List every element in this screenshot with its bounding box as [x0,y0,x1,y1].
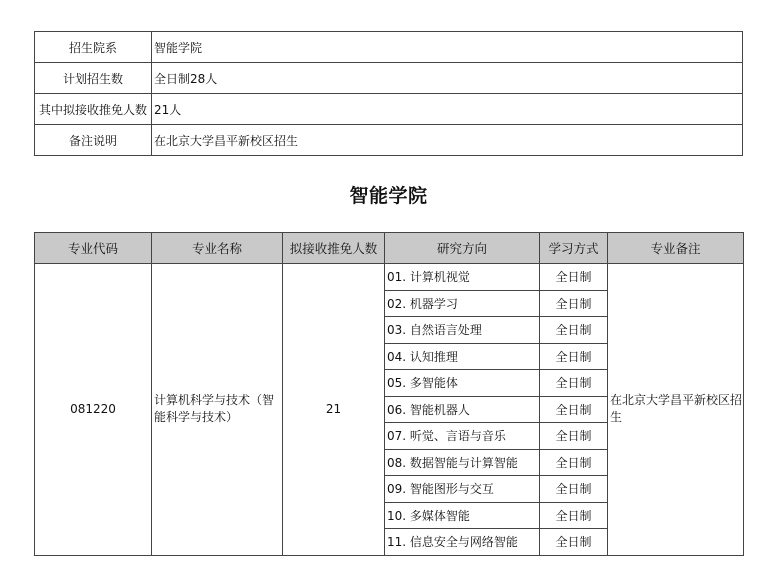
program-table [34,232,744,556]
info-label: 其中拟接收推免人数 [35,94,152,125]
mode-cell: 全日制 [540,529,608,556]
direction-cell: 06. 智能机器人 [385,396,540,423]
mode-cell: 全日制 [540,423,608,450]
mode-cell: 全日制 [540,502,608,529]
mode-cell: 全日制 [540,264,608,291]
info-row [35,94,743,125]
mode-cell: 全日制 [540,317,608,344]
direction-cell: 11. 信息安全与网络智能 [385,529,540,556]
header-study-mode: 学习方式 [540,233,608,264]
info-label: 招生院系 [35,32,152,63]
info-row [35,32,743,63]
header-research-direction: 研究方向 [385,233,540,264]
direction-cell: 08. 数据智能与计算智能 [385,449,540,476]
direction-cell: 10. 多媒体智能 [385,502,540,529]
direction-cell: 01. 计算机视觉 [385,264,540,291]
header-major-code: 专业代码 [35,233,152,264]
info-value: 在北京大学昌平新校区招生 [152,125,743,156]
info-value: 全日制28人 [152,63,743,94]
header-major-name: 专业名称 [152,233,283,264]
mode-cell: 全日制 [540,343,608,370]
direction-cell: 02. 机器学习 [385,290,540,317]
info-label: 计划招生数 [35,63,152,94]
info-table [34,31,743,156]
mode-cell: 全日制 [540,370,608,397]
recommended-count-cell: 21 [283,264,385,556]
header-remark: 专业备注 [608,233,744,264]
mode-cell: 全日制 [540,476,608,503]
mode-cell: 全日制 [540,396,608,423]
info-row [35,125,743,156]
direction-cell: 04. 认知推理 [385,343,540,370]
info-value: 智能学院 [152,32,743,63]
table-row [35,264,744,291]
header-recommended-count: 拟接收推免人数 [283,233,385,264]
info-label: 备注说明 [35,125,152,156]
mode-cell: 全日制 [540,449,608,476]
table-header-row [35,233,744,264]
mode-cell: 全日制 [540,290,608,317]
section-title: 智能学院 [349,185,428,207]
info-row [35,63,743,94]
major-name-cell: 计算机科学与技术（智能科学与技术） [152,264,283,556]
direction-cell: 05. 多智能体 [385,370,540,397]
direction-cell: 03. 自然语言处理 [385,317,540,344]
direction-cell: 07. 听觉、言语与音乐 [385,423,540,450]
remark-cell: 在北京大学昌平新校区招生 [608,264,744,556]
major-code-cell: 081220 [35,264,152,556]
direction-cell: 09. 智能图形与交互 [385,476,540,503]
info-value: 21人 [152,94,743,125]
